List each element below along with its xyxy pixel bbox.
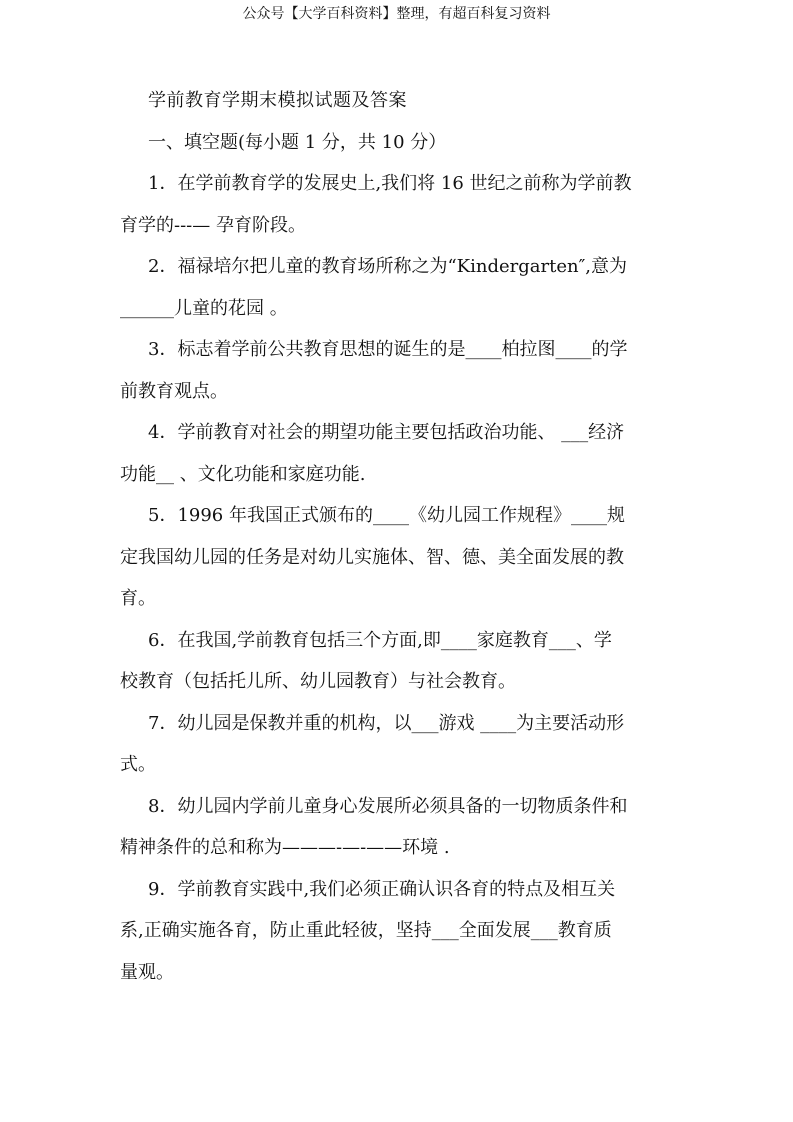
question-7 [120, 703, 680, 786]
question-line: 前教育观点。 [120, 380, 228, 402]
question-line: 精神条件的总和称为———-—-——环境 . [120, 837, 450, 858]
question-line: 定我国幼儿园的任务是对幼儿实施体、智、德、美全面发展的教 [120, 546, 624, 568]
question-line: 4．学前教育对社会的期望功能主要包括政治功能、 ___经济 [148, 422, 625, 443]
question-line: 1．在学前教育学的发展史上,我们将 16 世纪之前称为学前教 [148, 173, 632, 194]
question-1 [120, 163, 680, 246]
question-line: 8．幼儿园内学前儿童身心发展所必须具备的一切物质条件和 [148, 795, 628, 817]
question-line: ______儿童的花园 。 [120, 297, 288, 319]
question-line: 5．1996 年我国正式颁布的____《幼儿园工作规程》____规 [148, 505, 625, 526]
question-line: 2．福禄培尔把儿童的教育场所称之为“Kindergarten″,意为 [148, 256, 628, 277]
question-line: 量观。 [120, 961, 174, 983]
question-5 [120, 495, 680, 620]
question-8 [120, 786, 680, 869]
question-line: 育。 [120, 588, 156, 609]
question-3 [120, 329, 680, 412]
question-line: 校教育（包括托儿所、幼儿园教育）与社会教育。 [120, 671, 516, 692]
question-line: 系,正确实施各育，防止重此轻彼，坚持___全面发展___教育质 [120, 920, 612, 941]
question-line: 功能__ 、文化功能和家庭功能. [120, 463, 366, 485]
page-header: 公众号【大学百科资料】整理，有超百科复习资料 [242, 6, 551, 22]
question-line: 6．在我国,学前教育包括三个方面,即____家庭教育___、学 [148, 629, 612, 651]
question-6 [120, 620, 680, 703]
question-line: 9．学前教育实践中,我们必须正确认识各育的特点及相互关 [148, 878, 616, 900]
question-line: 式。 [120, 754, 156, 775]
question-line: 7．幼儿园是保教并重的机构，以___游戏 ____为主要活动形 [148, 712, 625, 734]
question-line: 3．标志着学前公共教育思想的诞生的是____柏拉图____的学 [148, 339, 628, 360]
document-body [120, 80, 680, 993]
question-4 [120, 412, 680, 495]
question-line: 育学的---— 孕育阶段。 [120, 214, 306, 236]
section-heading: 一、填空题(每小题 1 分，共 10 分） [148, 131, 447, 153]
question-9 [120, 869, 680, 994]
document-title: 学前教育学期末模拟试题及答案 [148, 90, 407, 111]
question-2 [120, 246, 680, 329]
